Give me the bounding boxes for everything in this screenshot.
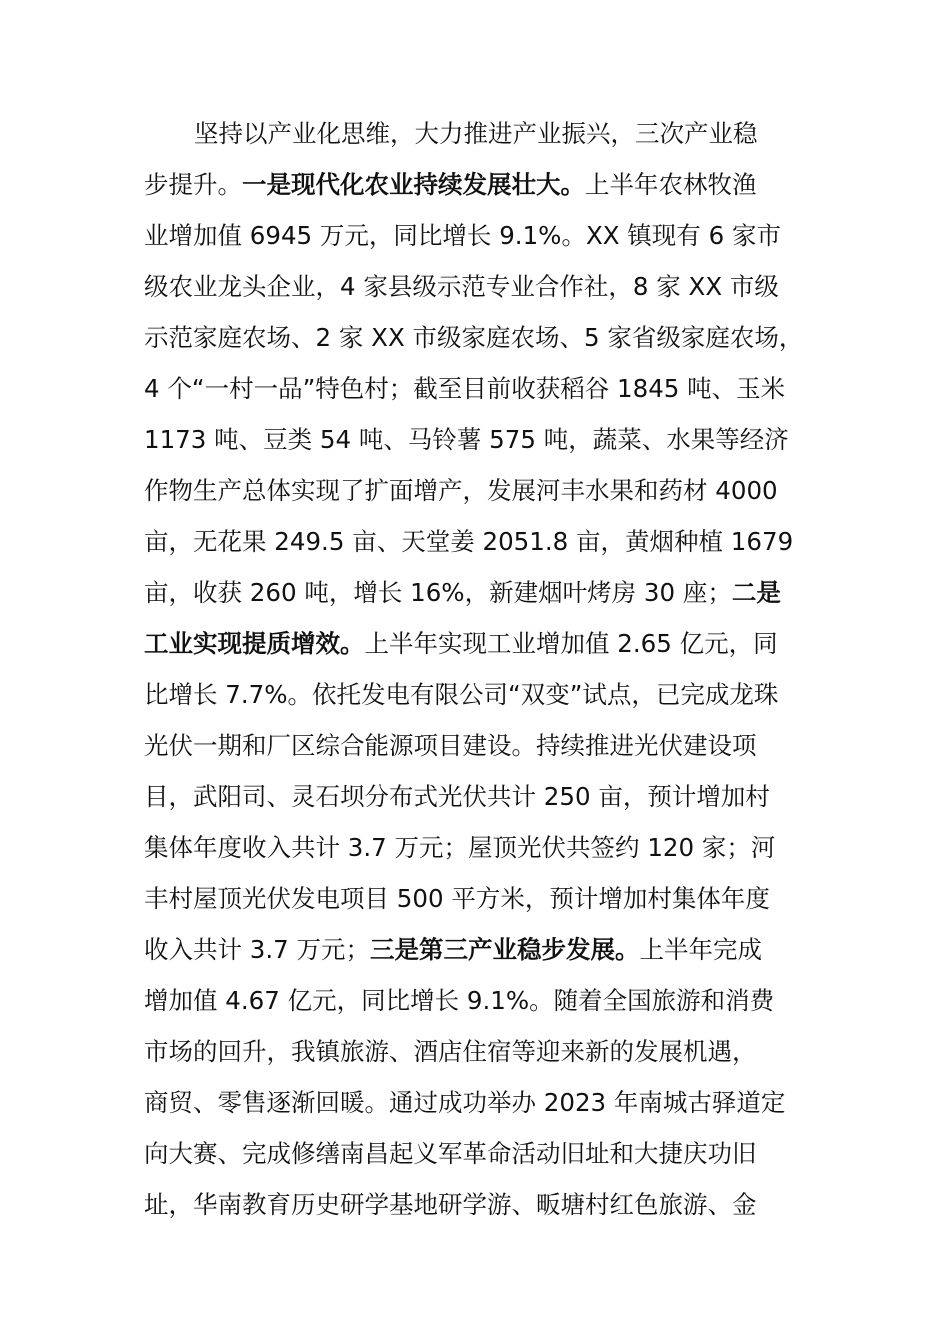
text-line bbox=[194, 114, 884, 154]
text-run: 市场的回升，我镇旅游、酒店住宿等迎来新的发展机遇， bbox=[144, 1037, 757, 1066]
text-run: 级农业龙头企业，4 家县级示范专业合作社，8 家 XX 市级 bbox=[144, 272, 779, 301]
text-line bbox=[144, 675, 834, 715]
text-run: 向大赛、完成修缮南昌起义军革命活动旧址和大捷庆功旧 bbox=[144, 1139, 757, 1168]
text-run: 示范家庭农场、2 家 XX 市级家庭农场、5 家省级家庭农场， bbox=[144, 323, 804, 352]
text-run: 作物生产总体实现了扩面增产，发展河丰水果和药材 4000 bbox=[144, 476, 778, 505]
text-line bbox=[144, 420, 834, 460]
text-run: 商贸、零售逐渐回暖。通过成功举办 2023 年南城古驿道定 bbox=[144, 1088, 786, 1117]
text-run: 址，华南教育历史研学基地研学游、畈塘村红色旅游、金 bbox=[144, 1190, 757, 1219]
text-run: 上半年农林牧渔 bbox=[585, 170, 757, 199]
text-run: 业增加值 6945 万元，同比增长 9.1%。XX 镇现有 6 家市 bbox=[144, 221, 781, 250]
text-run: 丰村屋顶光伏发电项目 500 平方米，预计增加村集体年度 bbox=[144, 884, 770, 913]
text-line bbox=[144, 573, 834, 613]
text-line bbox=[144, 216, 834, 256]
text-run: 收入共计 3.7 万元； bbox=[144, 935, 371, 964]
text-line bbox=[144, 777, 834, 817]
text-run: 增加值 4.67 亿元，同比增长 9.1%。随着全国旅游和消费 bbox=[144, 986, 775, 1015]
text-run: 上半年实现工业增加值 2.65 亿元，同 bbox=[364, 629, 778, 658]
text-line bbox=[144, 369, 834, 409]
text-run: 集体年度收入共计 3.7 万元；屋顶光伏共签约 120 家；河 bbox=[144, 833, 776, 862]
text-line bbox=[144, 267, 834, 307]
text-line bbox=[144, 1083, 834, 1123]
text-run: 4 个“一村一品”特色村；截至目前收获稻谷 1845 吨、玉米 bbox=[144, 374, 786, 403]
text-line bbox=[144, 930, 834, 970]
text-run: 目，武阳司、灵石坝分布式光伏共计 250 亩，预计增加村 bbox=[144, 782, 770, 811]
text-line bbox=[144, 1185, 834, 1225]
text-run: 上半年完成 bbox=[639, 935, 763, 964]
text-line bbox=[144, 624, 834, 664]
text-line bbox=[144, 828, 834, 868]
text-run: 步提升。 bbox=[144, 170, 242, 199]
text-run: 亩，无花果 249.5 亩、天堂姜 2051.8 亩，黄烟种植 1679 bbox=[144, 527, 794, 556]
bold-heading: 二是 bbox=[731, 578, 781, 607]
text-line bbox=[144, 726, 834, 766]
bold-heading: 工业实现提质增效。 bbox=[144, 629, 365, 658]
text-line bbox=[144, 318, 834, 358]
bold-heading: 一是现代化农业持续发展壮大。 bbox=[242, 170, 585, 199]
text-line bbox=[144, 879, 834, 919]
text-run: 坚持以产业化思维，大力推进产业振兴，三次产业稳 bbox=[194, 119, 758, 148]
text-run: 亩，收获 260 吨，增长 16%，新建烟叶烤房 30 座； bbox=[144, 578, 732, 607]
text-line bbox=[144, 165, 834, 205]
text-run: 比增长 7.7%。依托发电有限公司“双变”试点，已完成龙珠 bbox=[144, 680, 779, 709]
text-line bbox=[144, 471, 834, 511]
text-line bbox=[144, 981, 834, 1021]
text-run: 光伏一期和厂区综合能源项目建设。持续推进光伏建设项 bbox=[144, 731, 757, 760]
text-line bbox=[144, 1032, 834, 1072]
bold-heading: 三是第三产业稳步发展。 bbox=[370, 935, 640, 964]
text-line bbox=[144, 522, 834, 562]
text-line bbox=[144, 1134, 834, 1174]
text-run: 1173 吨、豆类 54 吨、马铃薯 575 吨，蔬菜、水果等经济 bbox=[144, 425, 789, 454]
